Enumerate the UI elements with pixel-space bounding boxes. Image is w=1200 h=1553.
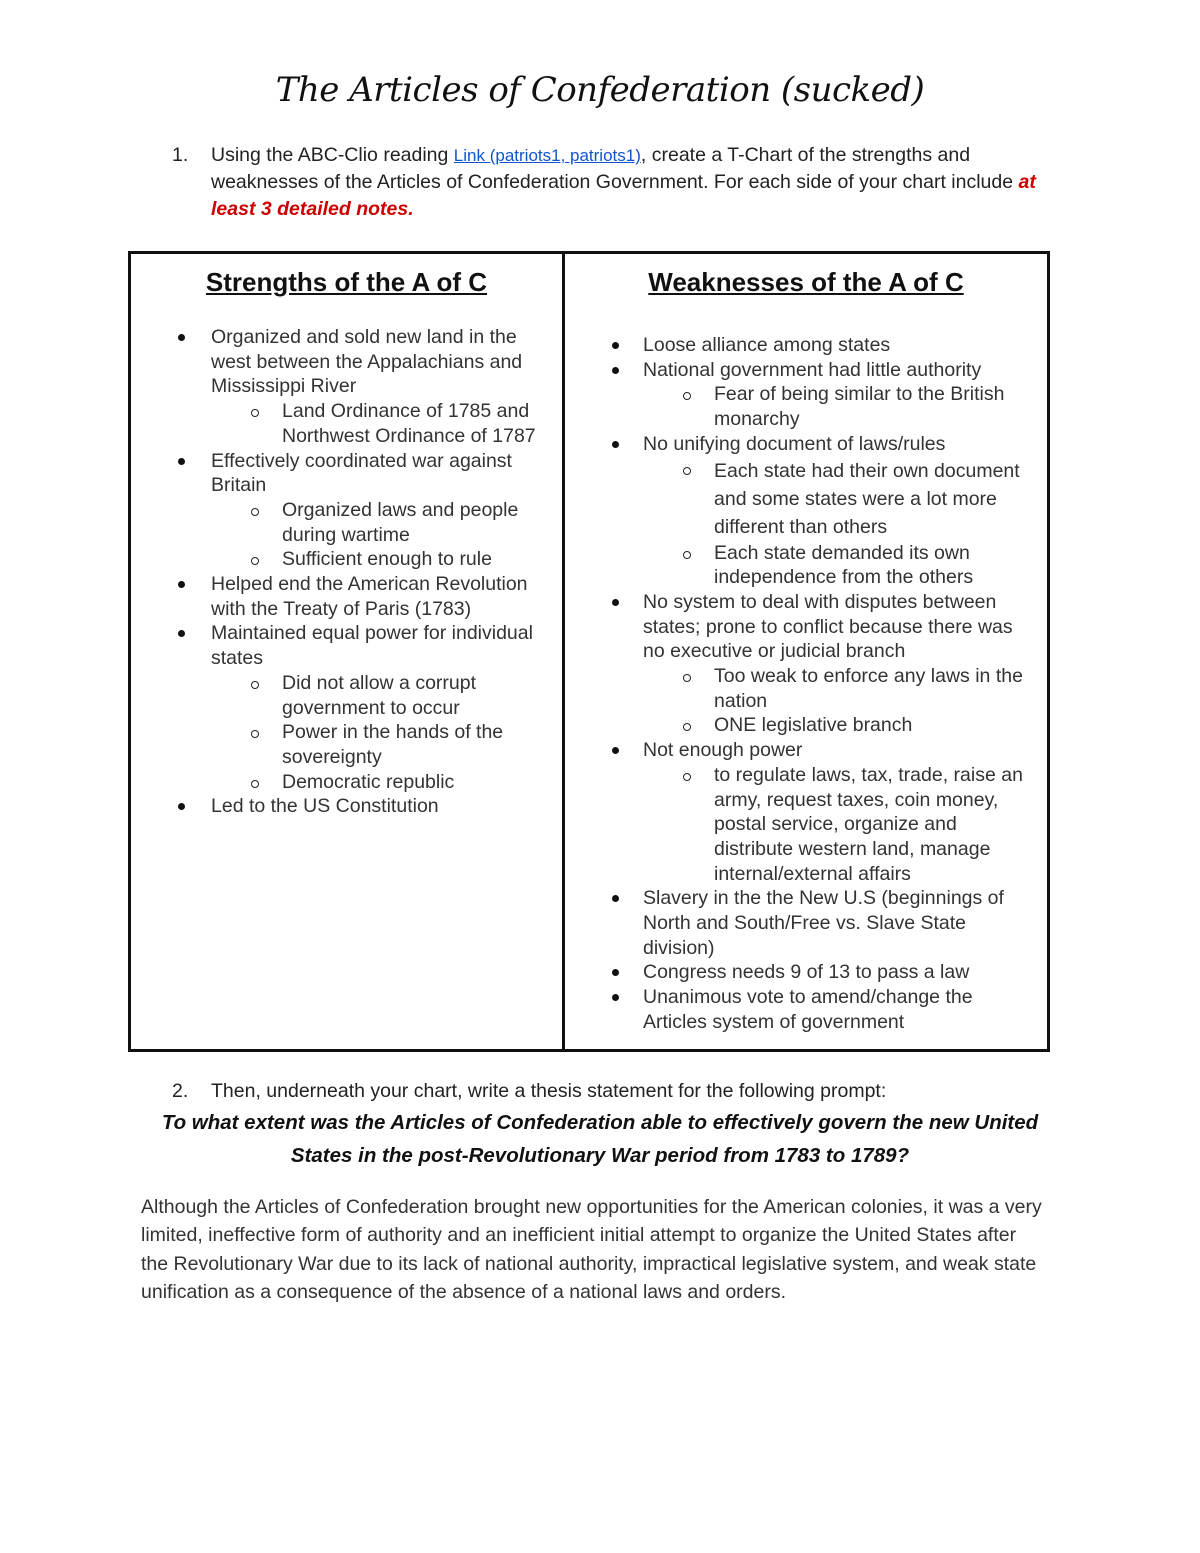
list-item-text: Loose alliance among states (643, 334, 891, 356)
bullet-circle-icon (683, 467, 691, 475)
sub-list-item (565, 664, 1047, 713)
list-item-text: Organized and sold new land in the west between the Appalachians and Mississippi River (211, 326, 523, 398)
list-item (131, 325, 562, 399)
t-chart (128, 251, 1050, 1052)
strengths-list (131, 325, 562, 819)
sub-list-item (131, 547, 562, 572)
list-item-text: Each state had their own document and some states were a lot more different than others (714, 459, 1020, 538)
requirement-text: at least 3 detailed notes. (211, 171, 1036, 220)
sub-list-item (565, 382, 1047, 431)
bullet-circle-icon (251, 557, 259, 565)
sub-list-item (565, 763, 1047, 887)
list-item (565, 738, 1047, 763)
bullet-disc-icon (178, 630, 185, 637)
bullet-circle-icon (251, 508, 259, 516)
list-item-text: National government had little authority (643, 358, 982, 381)
sub-list-item (131, 498, 562, 547)
list-item (131, 449, 562, 498)
question-2-text: Then, underneath your chart, write a thesis statement for the following prompt: (211, 1080, 887, 1102)
question-1-number: 1. (172, 144, 189, 166)
abc-clio-link[interactable]: Link (patriots1, patriots1) (453, 146, 641, 165)
bullet-disc-icon (612, 994, 619, 1001)
list-item (565, 333, 1047, 358)
bullet-circle-icon (251, 409, 259, 417)
list-item-text: Fear of being similar to the British monarchy (714, 383, 1005, 431)
list-item-text: Led to the US Constitution (211, 795, 439, 818)
bullet-disc-icon (612, 747, 619, 754)
sub-list-item (565, 541, 1047, 590)
list-item-text: Democratic republic (282, 770, 455, 793)
question-1 (172, 142, 1072, 223)
list-item-text: No system to deal with disputes between states; prone to conflict because there was no executive or judicial branch (643, 590, 1013, 663)
sub-list-item (131, 720, 562, 769)
thesis-statement: Although the Articles of Confederation brought new opportunities for the American colonies, it was a very limited, ineffective form of authority and an inefficient initial attempt to organize the United States after the Revolutionary War due to its lack of national authority, impractical legislative system, and weak state unification as a consequence of the absence of a national laws and orders. (141, 1196, 1042, 1303)
weaknesses-heading: Weaknesses of the A of C (648, 267, 964, 297)
list-item-text: Slavery in the the New U.S (beginnings of North and South/Free vs. Slave State division) (643, 887, 1004, 959)
list-item-text: Helped end the American Revolution with the Treaty of Paris (1783) (211, 573, 528, 620)
thesis-prompt: To what extent was the Articles of Confederation able to effectively govern the new United States in the post-Revolutionary War period from 1783 to 1789? (161, 1111, 1039, 1167)
list-item-text: Each state demanded its own independence from the others (714, 541, 974, 589)
question-1-text-start: Using the ABC-Clio reading (211, 144, 454, 166)
bullet-circle-icon (251, 780, 259, 788)
bullet-disc-icon (612, 969, 619, 976)
weaknesses-column (565, 254, 1047, 1049)
list-item-text: Unanimous vote to amend/change the Articles system of government (643, 986, 973, 1033)
sub-list-item (131, 399, 562, 448)
list-item-text: Effectively coordinated war against Britain (211, 449, 512, 497)
list-item-text: Sufficient enough to rule (282, 548, 492, 571)
sub-list-item (565, 457, 1047, 541)
sub-list-item (131, 671, 562, 720)
list-item-text: Too weak to enforce any laws in the nation (714, 665, 1023, 712)
question-1-text-end: , create a T-Chart of the strengths and weaknesses of the Articles of Confederation Government. For each side of your chart include (211, 144, 1019, 193)
list-item-text: Maintained equal power for individual states (211, 622, 533, 670)
bullet-circle-icon (683, 674, 691, 682)
list-item (565, 590, 1047, 664)
strengths-column (131, 254, 565, 1049)
list-item (131, 572, 562, 621)
bullet-circle-icon (251, 730, 259, 738)
strengths-heading: Strengths of the A of C (205, 267, 488, 297)
bullet-circle-icon (683, 392, 691, 400)
list-item-text: Did not allow a corrupt government to occur (282, 671, 477, 719)
bullet-disc-icon (612, 367, 619, 374)
question-1-body (211, 142, 1072, 223)
list-item (131, 794, 562, 819)
bullet-disc-icon (178, 334, 185, 341)
list-item (131, 621, 562, 670)
list-item-text: Power in the hands of the sovereignty (282, 721, 504, 768)
list-item-text: Not enough power (643, 739, 803, 762)
sub-list-item (565, 713, 1047, 738)
list-item (565, 886, 1047, 960)
list-item (565, 960, 1047, 985)
list-item (565, 432, 1047, 457)
weaknesses-list (565, 333, 1047, 1035)
list-item-text: No unifying document of laws/rules (643, 432, 946, 455)
bullet-disc-icon (612, 342, 619, 349)
bullet-disc-icon (178, 803, 185, 810)
bullet-circle-icon (683, 551, 691, 559)
bullet-circle-icon (683, 723, 691, 731)
question-2-number: 2. (172, 1080, 189, 1102)
list-item-text: Congress needs 9 of 13 to pass a law (643, 961, 970, 984)
bullet-circle-icon (251, 681, 259, 689)
bullet-circle-icon (683, 773, 691, 781)
document-title: The Articles of Confederation (sucked) (275, 70, 925, 110)
bullet-disc-icon (612, 895, 619, 902)
bullet-disc-icon (612, 441, 619, 448)
list-item (565, 985, 1047, 1034)
bullet-disc-icon (178, 458, 185, 465)
sub-list-item (131, 770, 562, 795)
bullet-disc-icon (178, 581, 185, 588)
list-item (565, 358, 1047, 383)
question-2 (172, 1079, 1072, 1103)
list-item-text: Land Ordinance of 1785 and Northwest Ordinance of 1787 (282, 400, 536, 447)
list-item-text: ONE legislative branch (714, 714, 913, 737)
list-item-text: Organized laws and people during wartime (282, 498, 519, 546)
bullet-disc-icon (612, 599, 619, 606)
list-item-text: to regulate laws, tax, trade, raise an army, request taxes, coin money, postal service, organize and distribute western land, manage internal/external affairs (714, 763, 1023, 885)
